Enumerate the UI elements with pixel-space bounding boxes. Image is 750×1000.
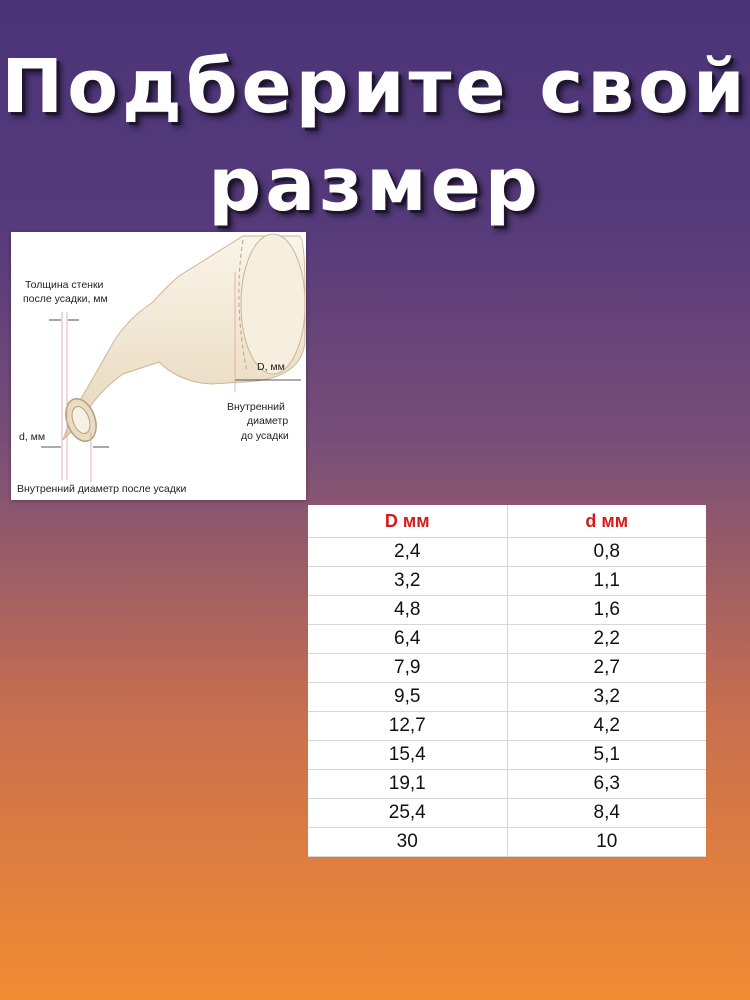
table-row (308, 596, 706, 625)
table-row (308, 741, 706, 770)
cell-d: 5,1 (507, 741, 706, 770)
cell-D: 7,9 (308, 654, 507, 683)
cell-d: 4,2 (507, 712, 706, 741)
table-row (308, 654, 706, 683)
cell-d: 3,2 (507, 683, 706, 712)
inner-before-label-1: Внутренний (227, 401, 285, 413)
heat-shrink-tube-illustration (11, 232, 306, 500)
cell-d: 10 (507, 828, 706, 857)
cell-d: 2,2 (507, 625, 706, 654)
table-row (308, 712, 706, 741)
cell-d: 1,6 (507, 596, 706, 625)
cell-D: 6,4 (308, 625, 507, 654)
wall-label-1: Толщина стенки (25, 279, 104, 291)
inner-before-label-3: до усадки (241, 430, 289, 442)
inner-after-label: Внутренний диаметр после усадки (17, 483, 187, 495)
title-line-2: размер (208, 142, 542, 228)
cell-D: 9,5 (308, 683, 507, 712)
table-header-row (308, 505, 706, 538)
table-row (308, 828, 706, 857)
table-row (308, 799, 706, 828)
cell-d: 2,7 (507, 654, 706, 683)
size-diagram (11, 232, 306, 500)
cell-D: 12,7 (308, 712, 507, 741)
title-line-1: Подберите свой (1, 44, 749, 130)
table-row (308, 625, 706, 654)
table-row (308, 770, 706, 799)
D-label: D, мм (257, 361, 285, 373)
table-row (308, 683, 706, 712)
cell-d: 6,3 (507, 770, 706, 799)
large-end (241, 234, 305, 374)
d-label: d, мм (19, 431, 46, 443)
cell-D: 15,4 (308, 741, 507, 770)
table-row (308, 538, 706, 567)
cell-D: 25,4 (308, 799, 507, 828)
cell-D: 4,8 (308, 596, 507, 625)
inner-before-label-2: диаметр (247, 415, 289, 427)
cell-d: 1,1 (507, 567, 706, 596)
cell-D: 3,2 (308, 567, 507, 596)
header-D: D мм (308, 505, 507, 538)
cell-D: 19,1 (308, 770, 507, 799)
cell-D: 2,4 (308, 538, 507, 567)
table-row (308, 567, 706, 596)
cell-d: 0,8 (507, 538, 706, 567)
size-table (308, 505, 706, 857)
page-title (0, 38, 750, 234)
cell-D: 30 (308, 828, 507, 857)
cell-d: 8,4 (507, 799, 706, 828)
wall-label-2: после усадки, мм (23, 293, 108, 305)
header-d: d мм (507, 505, 706, 538)
